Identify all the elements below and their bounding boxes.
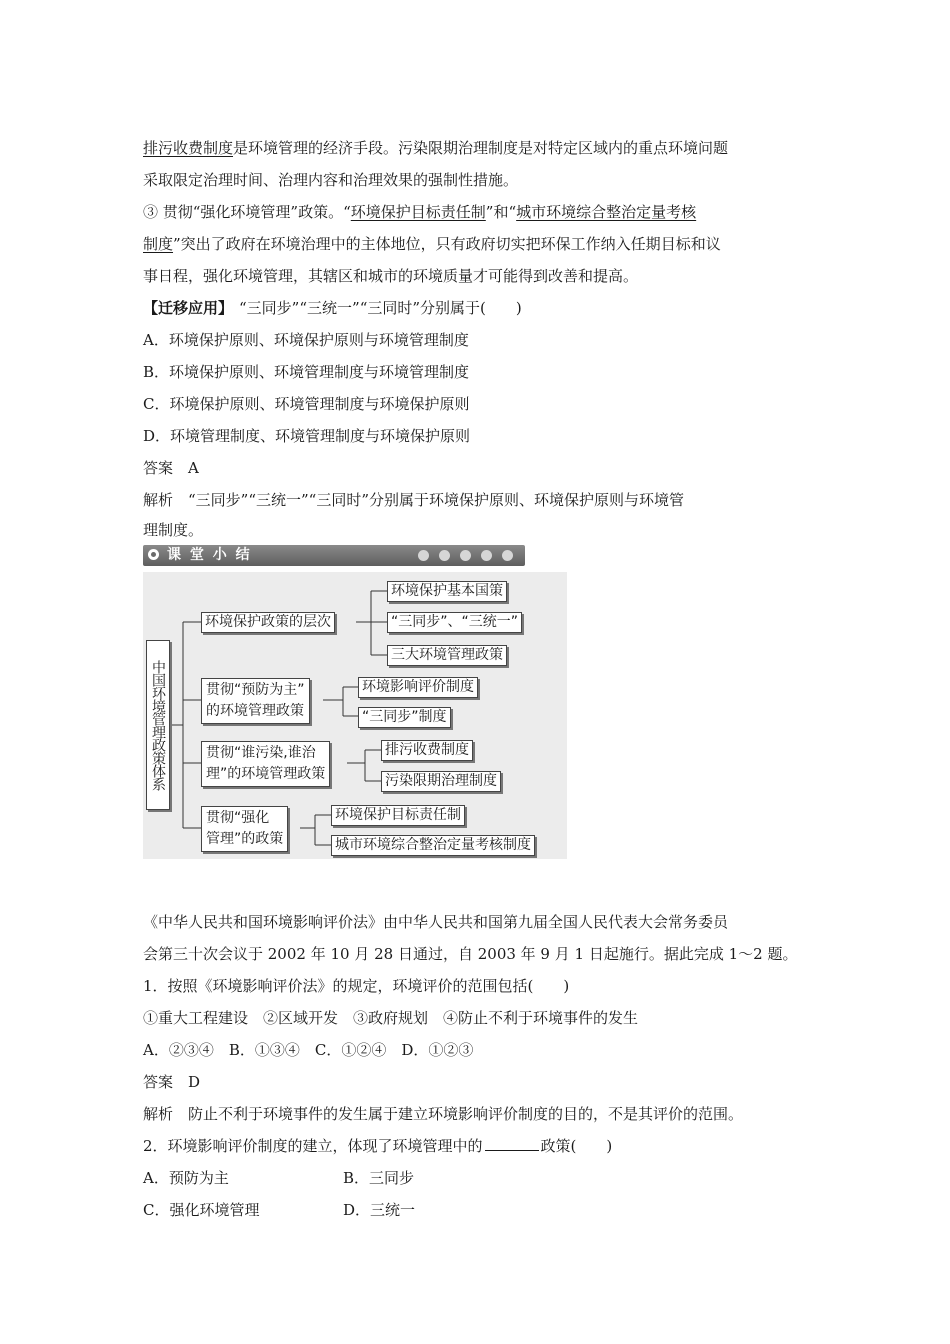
leaf-node: 污染限期治理制度: [381, 771, 501, 792]
underlined-term: 排污收费制度: [143, 139, 234, 157]
leaf-node: 城市环境综合整治定量考核制度: [331, 835, 535, 856]
underlined-term: 城市环境综合整治定量考核: [516, 203, 697, 221]
dot-icon: [502, 550, 513, 561]
analysis-line: 解析 “三同步”“三统一”“三同时”分别属于环境保护原则、环境保护原则与环境管: [143, 491, 685, 509]
diagram-root: 中国环境管理政策体系: [146, 640, 170, 810]
dot-icon: [439, 550, 450, 561]
summary-header: [143, 545, 525, 566]
option-line: A．环境保护原则、环境保护原则与环境管理制度: [143, 331, 469, 349]
question-line: 1．按照《环境影响评价法》的规定，环境评价的范围包括( ): [143, 977, 570, 995]
leaf-node: 排污收费制度: [381, 740, 473, 761]
question-line: [143, 298, 522, 318]
question-text: 政策( ): [540, 1137, 613, 1155]
option-c: C．强化环境管理: [143, 1201, 260, 1219]
branch-label-line: 贯彻“预防为主”: [206, 682, 305, 698]
text-line: [143, 234, 721, 254]
option-a: A．预防为主: [143, 1169, 229, 1187]
text-span: ”和“: [485, 203, 517, 221]
leaf-node: 三大环境管理政策: [387, 645, 507, 666]
option-row: [143, 1168, 793, 1188]
text-line: [143, 138, 728, 158]
bullet-icon: [148, 549, 159, 560]
dot-icon: [460, 550, 471, 561]
answer-line: 答案 A: [143, 459, 199, 477]
option-line: A．②③④ B．①③④ C．①②④ D．①②③: [143, 1041, 474, 1059]
underlined-term: 环境保护目标责任制: [350, 203, 486, 221]
branch-label-line: 理”的环境管理政策: [206, 766, 326, 782]
text-line: 采取限定治理时间、治理内容和治理效果的强制性措施。: [143, 171, 519, 189]
branch-label-line: 的环境管理政策: [206, 703, 304, 719]
question-text: 2．环境影响评价制度的建立，体现了环境管理中的: [143, 1137, 483, 1155]
answer-line: 答案 D: [143, 1073, 201, 1091]
leaf-node: “三同步”制度: [358, 707, 451, 728]
option-b: B．三同步: [343, 1169, 415, 1187]
analysis-line: 解析 防止不利于环境事件的发生属于建立环境影响评价制度的目的，不是其评价的范围。: [143, 1105, 744, 1123]
option-line: C．环境保护原则、环境管理制度与环境保护原则: [143, 395, 470, 413]
question-items: ①重大工程建设 ②区域开发 ③政府规划 ④防止不利于环境事件的发生: [143, 1009, 639, 1027]
branch-label-line: 贯彻“谁污染,谁治: [206, 745, 316, 761]
option-line: D．环境管理制度、环境管理制度与环境保护原则: [143, 427, 471, 445]
leaf-node: “三同步”、“三统一”: [387, 612, 522, 633]
option-line: B．环境保护原则、环境管理制度与环境管理制度: [143, 363, 470, 381]
summary-diagram: [143, 572, 567, 859]
underlined-term: 制度: [143, 235, 174, 253]
branch-polluter-pays-policy: [201, 741, 330, 787]
leaf-node: 环境影响评价制度: [358, 677, 478, 698]
branch-label-line: 管理”的政策: [206, 831, 284, 847]
text-span: 是环境管理的经济手段。污染限期治理制度是对特定区域内的重点环境问题: [233, 139, 729, 157]
decorative-dots: [418, 550, 513, 561]
leaf-node: 环境保护目标责任制: [331, 805, 465, 826]
option-d: D．三统一: [343, 1201, 416, 1219]
text-span: ③ 贯彻“强化环境管理”政策。“: [143, 203, 351, 221]
dot-icon: [481, 550, 492, 561]
text-line: 事日程，强化环境管理，其辖区和城市的环境质量才可能得到改善和提高。: [143, 267, 639, 285]
text-span: ”突出了政府在环境治理中的主体地位，只有政府切实把环保工作纳入任期目标和议: [173, 235, 721, 253]
analysis-line: 理制度。: [143, 521, 204, 539]
branch-strengthen-management-policy: [201, 806, 288, 852]
question-text: “三同步”“三统一”“三同时”分别属于( ): [239, 299, 522, 317]
section-label: 【迁移应用】: [143, 299, 234, 317]
dot-icon: [418, 550, 429, 561]
question-line: [143, 1136, 612, 1156]
text-line: [143, 202, 696, 222]
option-row: [143, 1200, 793, 1220]
intro-line: 会第三十次会议于 2002 年 10 月 28 日通过，自 2003 年 9 月 1 日起施行。据此完成 1～2 题。: [143, 945, 798, 963]
branch-policy-levels: 环境保护政策的层次: [201, 612, 335, 633]
branch-label-line: 贯彻“强化: [206, 810, 270, 826]
leaf-node: 环境保护基本国策: [387, 581, 507, 602]
summary-title: 课 堂 小 结: [167, 547, 252, 563]
fill-blank: [485, 1136, 539, 1151]
intro-line: 《中华人民共和国环境影响评价法》由中华人民共和国第九届全国人民代表大会常务委员: [143, 913, 729, 931]
branch-prevention-policy: [201, 678, 310, 724]
